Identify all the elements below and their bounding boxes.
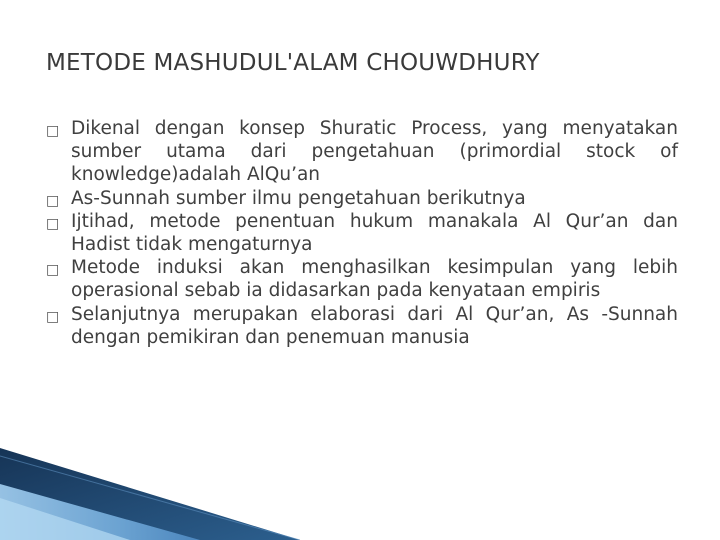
bullet-item-4 [46,256,678,302]
checkbox-bullet-icon: □ [46,262,60,279]
bullet-list [46,117,678,349]
bullet-text: Dikenal dengan konsep Shuratic Process, yang menyatakan sumber utama dari pengetahuan (primordial stock of knowledge)adalah AlQu’an [71,118,678,186]
bullet-item-3 [46,210,678,256]
corner-decoration [0,448,300,540]
bullet-text: As-Sunnah sumber ilmu pengetahuan berikutnya [71,187,526,209]
bullet-item-5 [46,303,678,349]
bullet-item-2 [46,187,678,210]
checkbox-bullet-icon: □ [46,192,60,209]
bullet-text: Ijtihad, metode penentuan hukum manakala Al Qur’an dan Hadist tidak mengaturnya [71,210,678,256]
checkbox-bullet-icon: □ [46,308,60,325]
bullet-text: Metode induksi akan menghasilkan kesimpulan yang lebih operasional sebab ia didasarkan pada kenyataan empiris [71,257,678,302]
checkbox-bullet-icon: □ [46,123,60,139]
bullet-item-1 [46,117,678,187]
slide-title: METODE MASHUDUL'ALAM CHOUWDHURY [46,50,540,76]
bullet-text: Selanjutnya merupakan elaborasi dari Al Qur’an, As -Sunnah dengan pemikiran dan penemuan manusia [71,303,678,348]
checkbox-bullet-icon: □ [46,215,60,232]
